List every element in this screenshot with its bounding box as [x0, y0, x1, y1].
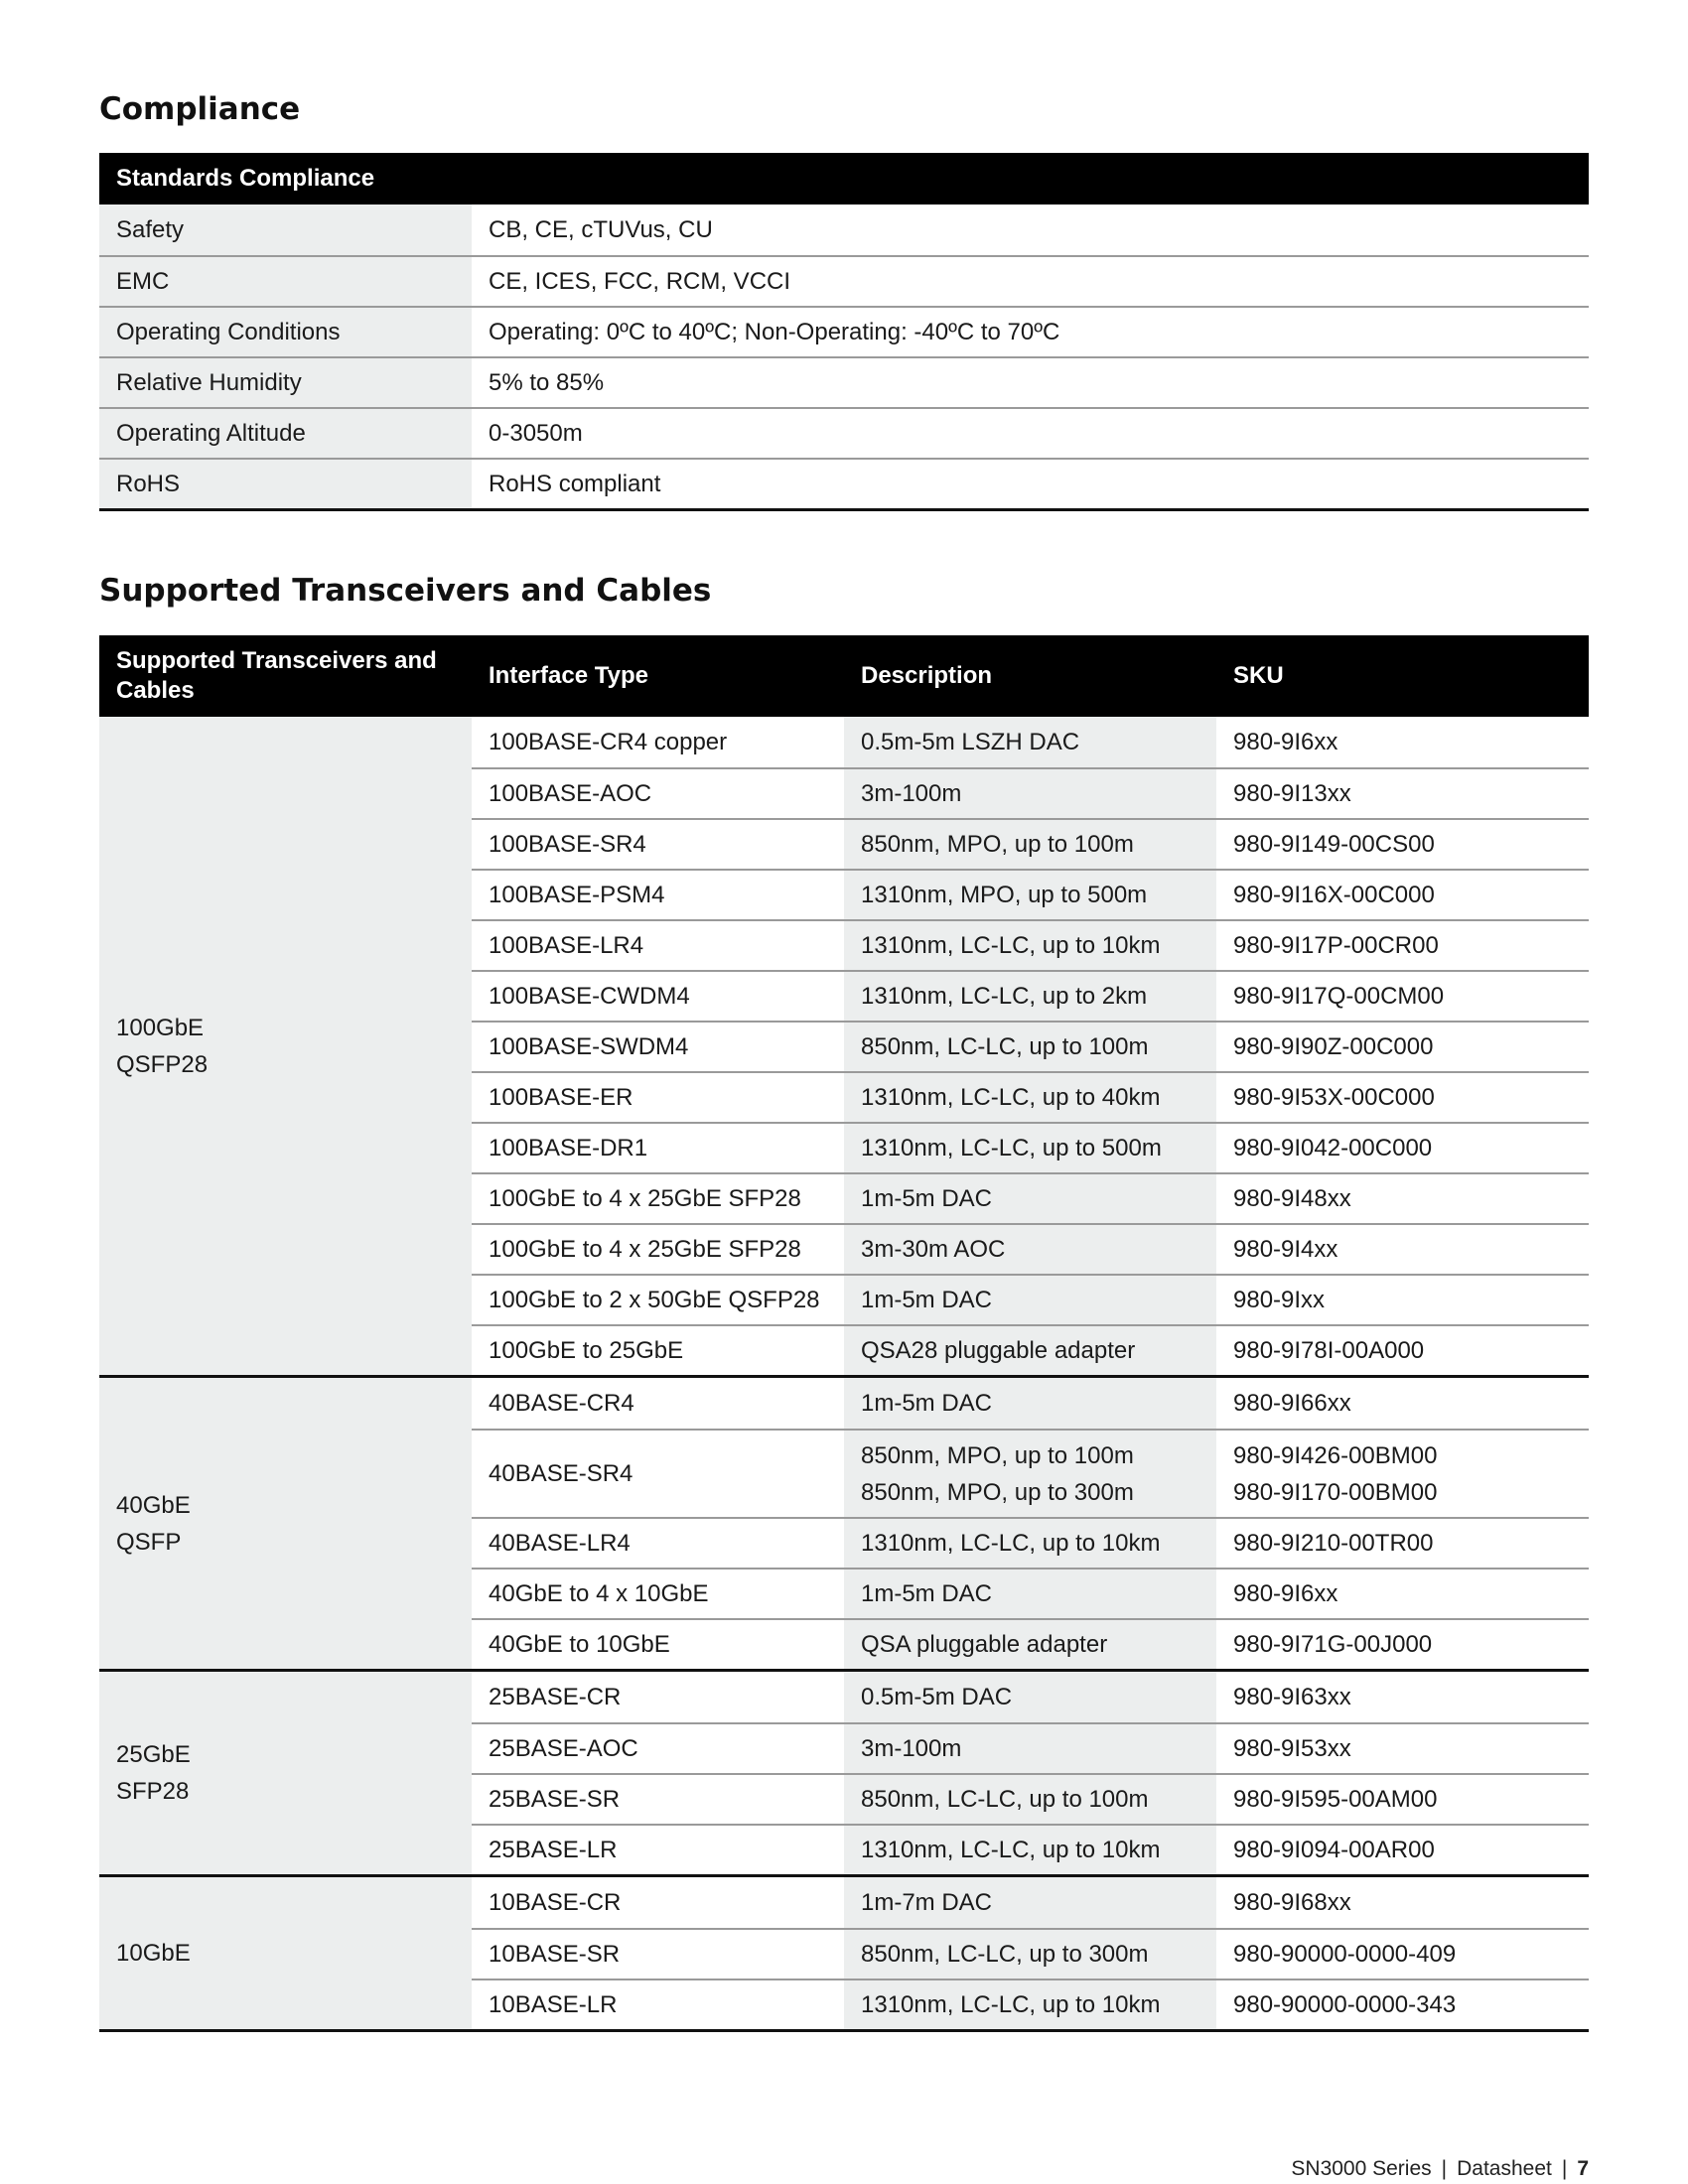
sku-line: 980-9I595-00AM00 — [1233, 1786, 1438, 1813]
description-line: 1m-5m DAC — [861, 1580, 993, 1607]
description — [844, 1519, 1216, 1568]
sku-line: 980-9I66xx — [1233, 1390, 1351, 1417]
sku — [1216, 871, 1589, 919]
row-label: Operating Altitude — [99, 409, 472, 458]
sku — [1216, 1519, 1589, 1568]
table-row — [472, 818, 1589, 869]
sku-line: 980-9I042-00C000 — [1233, 1135, 1433, 1161]
sku — [1216, 921, 1589, 970]
sku-line: 980-9I48xx — [1233, 1185, 1351, 1212]
sku-line: 980-9I149-00CS00 — [1233, 831, 1435, 858]
row-label: Safety — [99, 205, 472, 255]
sku — [1216, 1775, 1589, 1824]
group-label-text — [116, 1935, 191, 1972]
interface-type: 40BASE-LR4 — [489, 1530, 631, 1557]
group-form-factor: SFP28 — [116, 1778, 190, 1805]
sku — [1216, 1672, 1589, 1722]
table-row — [99, 407, 1589, 458]
sku-line: 980-9I63xx — [1233, 1684, 1351, 1710]
description — [844, 1620, 1216, 1669]
description — [844, 1124, 1216, 1172]
sku-line: 980-9I53X-00C000 — [1233, 1084, 1435, 1111]
group-rows — [472, 1877, 1589, 2029]
interface-type: 40BASE-SR4 — [489, 1460, 633, 1487]
transceiver-group — [99, 1378, 1589, 1672]
sku-line: 980-9Ixx — [1233, 1287, 1326, 1313]
transceiver-group — [99, 1877, 1589, 2032]
sku-line: 980-9I90Z-00C000 — [1233, 1033, 1434, 1060]
description — [844, 1672, 1216, 1722]
transceiver-group — [99, 717, 1589, 1378]
sku-line: 980-90000-0000-343 — [1233, 1991, 1457, 2018]
description — [844, 972, 1216, 1021]
table-row — [99, 255, 1589, 306]
table-row — [472, 1672, 1589, 1722]
table-row — [472, 1722, 1589, 1773]
table-row — [472, 1979, 1589, 2029]
description — [844, 1174, 1216, 1223]
interface-type: 100BASE-DR1 — [489, 1135, 648, 1161]
sku-line: 980-9I78I-00A000 — [1233, 1337, 1425, 1364]
interface-type: 100BASE-SR4 — [489, 831, 646, 858]
row-value: RoHS compliant — [489, 470, 661, 497]
description-line: 0.5m-5m LSZH DAC — [861, 729, 1080, 755]
sku — [1216, 1431, 1589, 1517]
description — [844, 820, 1216, 869]
description — [844, 1276, 1216, 1324]
row-value: CB, CE, cTUVus, CU — [489, 215, 713, 243]
description-line: QSA28 pluggable adapter — [861, 1337, 1136, 1364]
sku-line: 980-9I53xx — [1233, 1735, 1351, 1762]
description — [844, 1023, 1216, 1071]
row-label: RoHS — [99, 460, 472, 508]
transceivers-heading: Supported Transceivers and Cables — [99, 573, 712, 609]
sku-line: 980-9I16X-00C000 — [1233, 882, 1435, 908]
table-row — [99, 306, 1589, 356]
table-row — [472, 919, 1589, 970]
table-row — [472, 1172, 1589, 1223]
group-label-text — [116, 1736, 191, 1810]
description — [844, 1378, 1216, 1429]
description — [844, 1326, 1216, 1375]
sku — [1216, 1570, 1589, 1618]
table-row — [472, 717, 1589, 767]
table-row — [472, 1324, 1589, 1375]
standards-compliance-table — [99, 153, 1589, 511]
table-row — [472, 1568, 1589, 1618]
table-row — [472, 1877, 1589, 1928]
interface-type: 100BASE-LR4 — [489, 932, 644, 959]
interface-type: 25BASE-AOC — [489, 1735, 638, 1762]
description-line: 850nm, MPO, up to 300m — [861, 1478, 1134, 1506]
row-label: Operating Conditions — [99, 308, 472, 356]
group-label — [99, 1877, 472, 2029]
table-row — [472, 1928, 1589, 1979]
table-row — [472, 1517, 1589, 1568]
description — [844, 1877, 1216, 1928]
group-label — [99, 1378, 472, 1669]
description-line: 1310nm, LC-LC, up to 40km — [861, 1084, 1161, 1111]
interface-type: 100GbE to 2 x 50GbE QSFP28 — [489, 1287, 820, 1313]
sku — [1216, 1724, 1589, 1773]
interface-type: 100GbE to 25GbE — [489, 1337, 684, 1364]
table-row — [472, 970, 1589, 1021]
description-line: 1m-5m DAC — [861, 1287, 993, 1313]
table-row — [99, 356, 1589, 407]
description-line: 1310nm, LC-LC, up to 500m — [861, 1135, 1162, 1161]
sku-line: 980-9I6xx — [1233, 729, 1338, 755]
interface-type: 100BASE-CR4 copper — [489, 729, 728, 755]
interface-type: 25BASE-SR — [489, 1786, 621, 1813]
group-speed: 25GbE — [116, 1741, 191, 1768]
sku — [1216, 1174, 1589, 1223]
table-row — [472, 1071, 1589, 1122]
description-line: 1310nm, LC-LC, up to 10km — [861, 1530, 1161, 1557]
description — [844, 1980, 1216, 2029]
interface-type: 100BASE-ER — [489, 1084, 633, 1111]
table-row — [472, 1274, 1589, 1324]
interface-type: 100BASE-SWDM4 — [489, 1033, 689, 1060]
footer-series: SN3000 Series — [1291, 2157, 1432, 2180]
table-row — [472, 1824, 1589, 1874]
table-row — [472, 1618, 1589, 1669]
description-line: 3m-30m AOC — [861, 1236, 1006, 1263]
footer-separator: | — [1561, 2157, 1568, 2180]
description — [844, 921, 1216, 970]
sku — [1216, 1980, 1589, 2029]
table-row — [472, 1429, 1589, 1517]
description — [844, 1073, 1216, 1122]
description — [844, 769, 1216, 818]
description — [844, 1826, 1216, 1874]
sku — [1216, 1378, 1589, 1429]
sku-line: 980-9I210-00TR00 — [1233, 1530, 1434, 1557]
description-line: 1m-7m DAC — [861, 1889, 993, 1916]
sku-line: 980-9I094-00AR00 — [1233, 1837, 1435, 1863]
group-form-factor: QSFP — [116, 1528, 182, 1556]
transceivers-table — [99, 635, 1589, 2032]
row-value: 0-3050m — [489, 419, 583, 447]
description-line: 1m-5m DAC — [861, 1390, 993, 1417]
description-line: 1310nm, LC-LC, up to 10km — [861, 1991, 1161, 2018]
description — [844, 1225, 1216, 1274]
sku — [1216, 1124, 1589, 1172]
row-value: Operating: 0ºC to 40ºC; Non-Operating: -40ºC to 70ºC — [489, 318, 1060, 345]
sku-line: 980-90000-0000-409 — [1233, 1941, 1457, 1968]
sku — [1216, 769, 1589, 818]
group-speed: 40GbE — [116, 1491, 191, 1519]
table-row — [472, 1021, 1589, 1071]
description-line: 1310nm, LC-LC, up to 10km — [861, 932, 1161, 959]
description-line: 850nm, MPO, up to 100m — [861, 1441, 1134, 1469]
row-label: EMC — [99, 257, 472, 306]
interface-type: 10BASE-LR — [489, 1991, 618, 2018]
group-speed: 100GbE — [116, 1014, 205, 1041]
page-footer — [1291, 2157, 1589, 2181]
table-row — [472, 1223, 1589, 1274]
sku — [1216, 1620, 1589, 1669]
description — [844, 1570, 1216, 1618]
column-header: Description — [861, 662, 993, 689]
description-line: 850nm, MPO, up to 100m — [861, 831, 1134, 858]
description-line: QSA pluggable adapter — [861, 1631, 1108, 1658]
sku — [1216, 1276, 1589, 1324]
interface-type: 25BASE-LR — [489, 1837, 618, 1863]
table-row — [472, 869, 1589, 919]
description-line: 1m-5m DAC — [861, 1185, 993, 1212]
interface-type: 100GbE to 4 x 25GbE SFP28 — [489, 1185, 801, 1212]
interface-type: 10BASE-SR — [489, 1941, 621, 1968]
interface-type: 100BASE-CWDM4 — [489, 983, 690, 1010]
description — [844, 1724, 1216, 1773]
group-form-factor: QSFP28 — [116, 1050, 209, 1078]
column-header: SKU — [1233, 662, 1284, 689]
description-line: 1310nm, LC-LC, up to 2km — [861, 983, 1148, 1010]
description-line: 1310nm, MPO, up to 500m — [861, 882, 1148, 908]
description — [844, 717, 1216, 767]
sku — [1216, 1023, 1589, 1071]
interface-type: 100BASE-PSM4 — [489, 882, 665, 908]
interface-type: 40BASE-CR4 — [489, 1390, 634, 1417]
table-row — [99, 205, 1589, 255]
group-rows — [472, 1672, 1589, 1874]
sku — [1216, 1930, 1589, 1979]
description — [844, 1930, 1216, 1979]
description — [844, 871, 1216, 919]
sku-line: 980-9I13xx — [1233, 780, 1351, 807]
row-label: Relative Humidity — [99, 358, 472, 407]
footer-doc: Datasheet — [1457, 2157, 1552, 2180]
sku — [1216, 820, 1589, 869]
group-rows — [472, 717, 1589, 1375]
description-line: 3m-100m — [861, 780, 962, 807]
description-line: 850nm, LC-LC, up to 300m — [861, 1941, 1149, 1968]
sku-line: 980-9I426-00BM00 — [1233, 1441, 1438, 1469]
sku-line: 980-9I170-00BM00 — [1233, 1478, 1438, 1506]
interface-type: 40GbE to 10GbE — [489, 1631, 670, 1658]
sku — [1216, 1826, 1589, 1874]
sku — [1216, 1073, 1589, 1122]
sku — [1216, 717, 1589, 767]
group-speed: 10GbE — [116, 1940, 191, 1967]
interface-type: 100BASE-AOC — [489, 780, 652, 807]
description-line: 850nm, LC-LC, up to 100m — [861, 1786, 1149, 1813]
transceiver-group — [99, 1672, 1589, 1877]
group-label — [99, 717, 472, 1375]
table-row — [472, 1378, 1589, 1429]
group-label — [99, 1672, 472, 1874]
table-row — [472, 767, 1589, 818]
table-row — [99, 458, 1589, 508]
sku-line: 980-9I71G-00J000 — [1233, 1631, 1433, 1658]
group-label-text — [116, 1010, 208, 1083]
sku-line: 980-9I17P-00CR00 — [1233, 932, 1439, 959]
transceiver-groups — [99, 717, 1589, 2032]
row-value: CE, ICES, FCC, RCM, VCCI — [489, 267, 791, 295]
interface-type: 10BASE-CR — [489, 1889, 622, 1916]
group-rows — [472, 1378, 1589, 1669]
row-value: 5% to 85% — [489, 368, 605, 396]
description — [844, 1775, 1216, 1824]
sku — [1216, 1225, 1589, 1274]
compliance-rows — [99, 205, 1589, 508]
sku-line: 980-9I6xx — [1233, 1580, 1338, 1607]
sku — [1216, 1326, 1589, 1375]
interface-type: 25BASE-CR — [489, 1684, 622, 1710]
sku — [1216, 1877, 1589, 1928]
column-header: Supported Transceivers and Cables — [116, 647, 437, 704]
interface-type: 40GbE to 4 x 10GbE — [489, 1580, 709, 1607]
sku — [1216, 972, 1589, 1021]
description-line: 1310nm, LC-LC, up to 10km — [861, 1837, 1161, 1863]
compliance-heading: Compliance — [99, 91, 301, 127]
footer-separator: | — [1441, 2157, 1448, 2180]
table-row — [472, 1773, 1589, 1824]
sku-line: 980-9I17Q-00CM00 — [1233, 983, 1445, 1010]
description — [844, 1431, 1216, 1517]
column-header: Interface Type — [489, 662, 648, 689]
interface-type: 100GbE to 4 x 25GbE SFP28 — [489, 1236, 801, 1263]
description-line: 850nm, LC-LC, up to 100m — [861, 1033, 1149, 1060]
table-header — [99, 635, 1589, 717]
sku-line: 980-9I4xx — [1233, 1236, 1338, 1263]
table-header: Standards Compliance — [99, 153, 1589, 205]
description-line: 0.5m-5m DAC — [861, 1684, 1013, 1710]
page-number: 7 — [1577, 2157, 1589, 2180]
description-line: 3m-100m — [861, 1735, 962, 1762]
group-label-text — [116, 1487, 191, 1561]
sku-line: 980-9I68xx — [1233, 1889, 1351, 1916]
table-row — [472, 1122, 1589, 1172]
